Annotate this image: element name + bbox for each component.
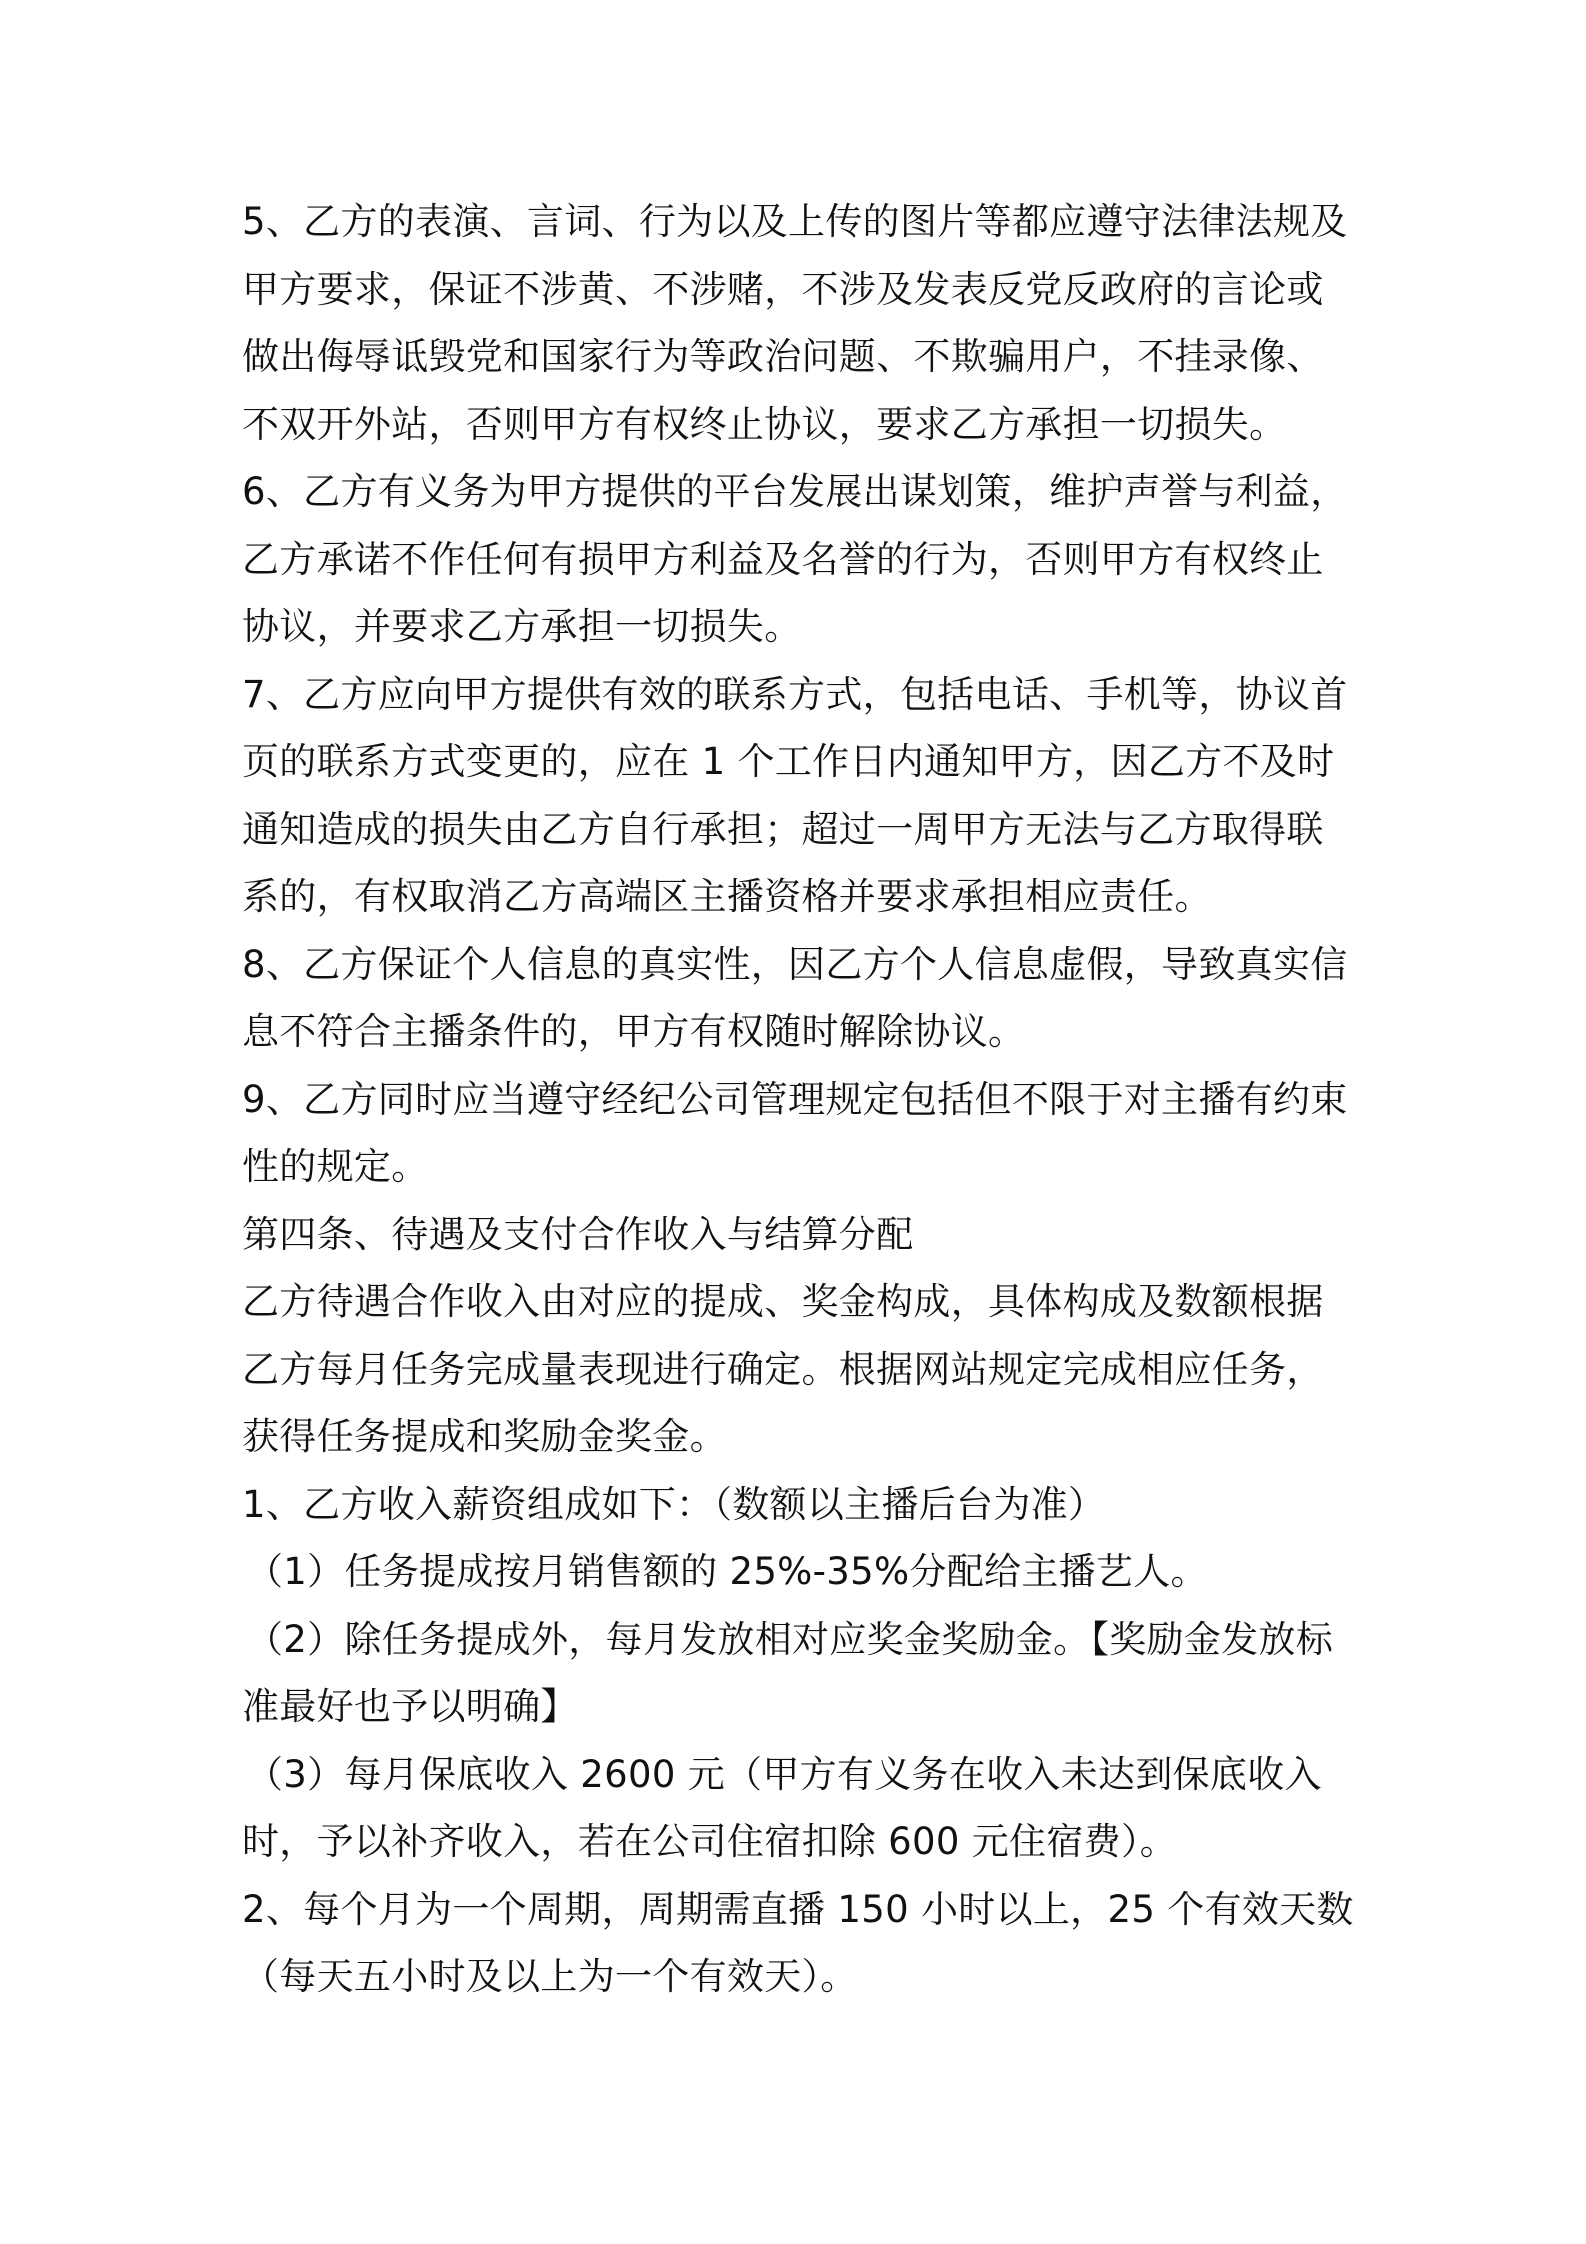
text-line: 6、乙方有义务为甲方提供的平台发展出谋划策，维护声誉与利益，	[242, 470, 1348, 513]
text-line: （2）除任务提成外，每月发放相对应奖金奖励金。【奖励金发放标	[246, 1617, 1334, 1661]
text-line: 不双开外站，否则甲方有权终止协议，要求乙方承担一切损失。	[242, 402, 1287, 446]
text-line: 1、乙方收入薪资组成如下：（数额以主播后台为准）	[242, 1482, 1106, 1526]
text-line: 通知造成的损失由乙方自行承担；超过一周甲方无法与乙方取得联	[242, 807, 1324, 851]
text-line: 5、乙方的表演、言词、行为以及上传的图片等都应遵守法律法规及	[242, 200, 1348, 243]
text-line: 系的，有权取消乙方高端区主播资格并要求承担相应责任。	[242, 875, 1212, 918]
text-line: 获得任务提成和奖励金奖金。	[242, 1415, 727, 1458]
text-line: 8、乙方保证个人信息的真实性，因乙方个人信息虚假，导致真实信	[242, 942, 1348, 986]
text-line: 7、乙方应向甲方提供有效的联系方式，包括电话、手机等，协议首	[242, 672, 1348, 716]
text-line: 做出侮辱诋毁党和国家行为等政治问题、不欺骗用户，不挂录像、	[242, 335, 1324, 378]
text-line: 息不符合主播条件的，甲方有权随时解除协议。	[242, 1010, 1026, 1053]
text-line: 乙方待遇合作收入由对应的提成、奖金构成，具体构成及数额根据	[242, 1280, 1324, 1323]
text-line: （1）任务提成按月销售额的 25%-35%分配给主播艺人。	[246, 1550, 1208, 1593]
text-line: 9、乙方同时应当遵守经纪公司管理规定包括但不限于对主播有约束	[242, 1077, 1348, 1121]
document-body	[242, 188, 1352, 2011]
text-line: 乙方每月任务完成量表现进行确定。根据网站规定完成相应任务，	[242, 1347, 1324, 1391]
text-line: （每天五小时及以上为一个有效天）。	[242, 1955, 858, 1998]
text-line: 乙方承诺不作任何有损甲方利益及名誉的行为，否则甲方有权终止	[242, 537, 1324, 581]
text-line: 协议，并要求乙方承担一切损失。	[242, 605, 802, 648]
text-line: 性的规定。	[242, 1145, 429, 1188]
text-line: 准最好也予以明确】	[242, 1685, 578, 1728]
text-line: 时，予以补齐收入，若在公司住宿扣除 600 元住宿费）。	[242, 1820, 1178, 1863]
text-line: （3）每月保底收入 2600 元（甲方有义务在收入未达到保底收入	[246, 1752, 1322, 1796]
section-heading: 第四条、待遇及支付合作收入与结算分配	[242, 1212, 914, 1256]
text-line: 甲方要求，保证不涉黄、不涉赌，不涉及发表反党反政府的言论或	[242, 267, 1324, 311]
text-line: 页的联系方式变更的，应在 1 个工作日内通知甲方，因乙方不及时	[242, 740, 1335, 783]
text-line: 2、每个月为一个周期，周期需直播 150 小时以上，25 个有效天数	[242, 1887, 1354, 1931]
